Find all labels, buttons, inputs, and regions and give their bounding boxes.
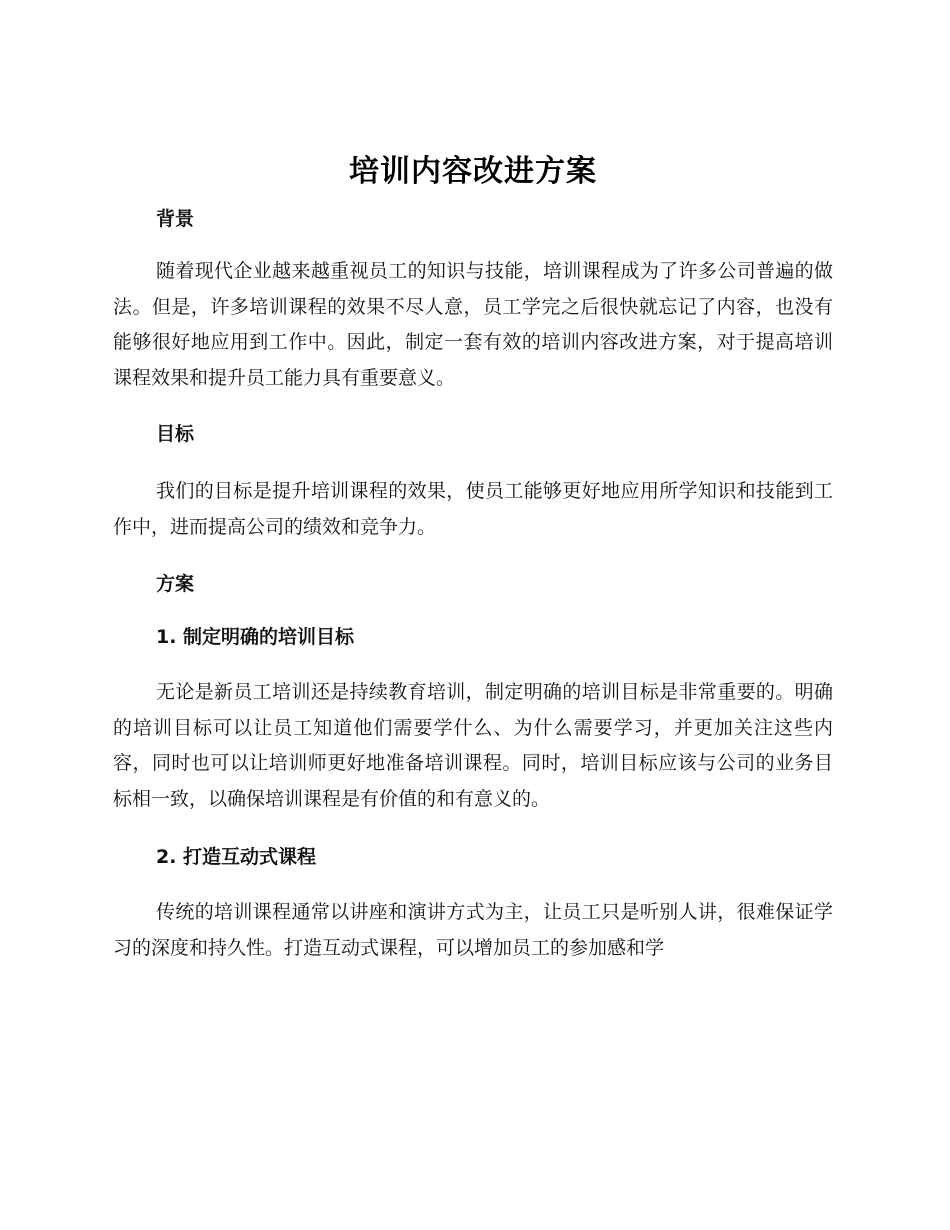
section-heading-plan: 方案 [156, 573, 195, 595]
subsection-heading-step1: 1. 制定明确的培训目标 [156, 626, 355, 648]
document-body [113, 150, 833, 966]
section-heading-goal: 目标 [156, 423, 195, 445]
page-title: 培训内容改进方案 [349, 154, 597, 189]
paragraph-step1: 无论是新员工培训还是持续教育培训，制定明确的培训目标是非常重要的。明确的培训目标可以让员工知道他们需要学什么、为什么需要学习，并更加关注这些内容，同时也可以让培训师更好地准备培训课程。同时，培训目标应该与公司的业务目标相一致，以确保培训课程是有价值的和有意义的。 [113, 681, 833, 810]
section-heading-background: 背景 [156, 208, 195, 230]
paragraph-background: 随着现代企业越来越重视员工的知识与技能，培训课程成为了许多公司普遍的做法。但是，许多培训课程的效果不尽人意，员工学完之后很快就忘记了内容，也没有能够很好地应用到工作中。因此，制定一套有效的培训内容改进方案，对于提高培训课程效果和提升员工能力具有重要意义。 [113, 260, 833, 389]
subsection-heading-step2: 2. 打造互动式课程 [156, 846, 317, 868]
paragraph-goal: 我们的目标是提升培训课程的效果，使员工能够更好地应用所学知识和技能到工作中，进而提高公司的绩效和竞争力。 [113, 480, 833, 538]
paragraph-step2: 传统的培训课程通常以讲座和演讲方式为主，让员工只是听别人讲，很难保证学习的深度和持久性。打造互动式课程，可以增加员工的参加感和学 [113, 901, 833, 959]
